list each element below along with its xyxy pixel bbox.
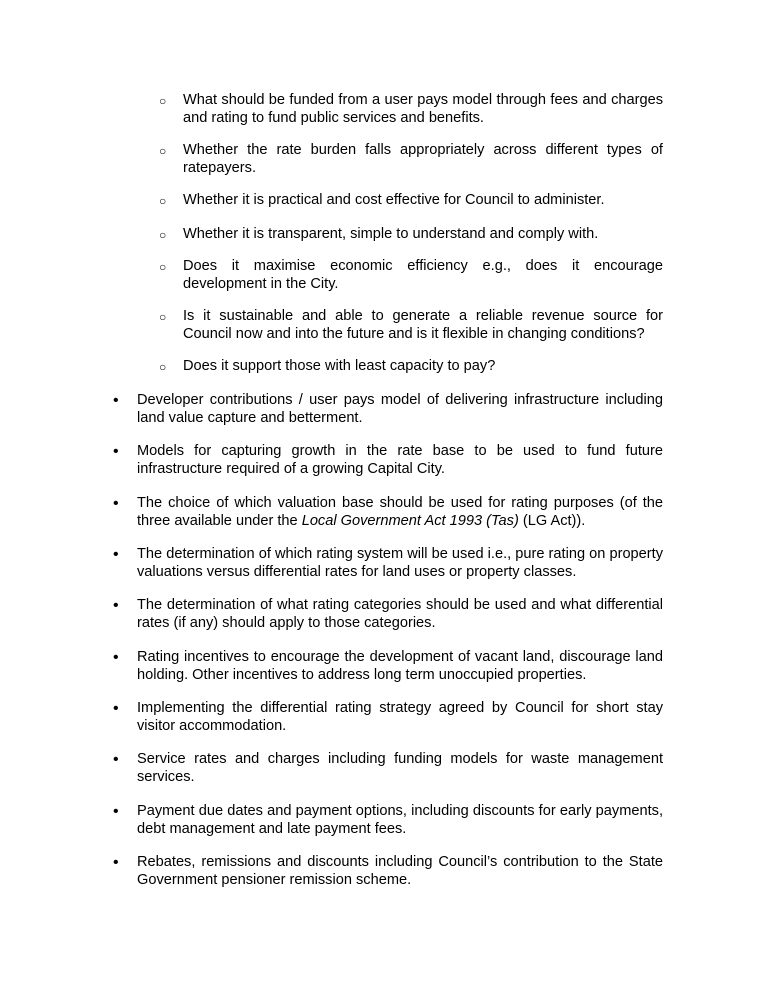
main-list-item bbox=[113, 443, 663, 478]
main-list-item bbox=[113, 597, 663, 632]
main-item-text-after: (LG Act)). bbox=[518, 512, 586, 529]
hollow-circle-bullet-icon: ○ bbox=[159, 144, 167, 158]
main-list-item bbox=[113, 751, 663, 786]
sub-list-item bbox=[159, 258, 663, 293]
main-item-text: Rating incentives to encourage the development of vacant land, discourage land holding. Other incentives to address long term unoccupied properties. bbox=[137, 649, 663, 683]
bullet-icon: • bbox=[113, 546, 119, 563]
bullet-icon: • bbox=[113, 649, 119, 666]
main-list-item bbox=[113, 495, 663, 530]
sub-item-text: Whether it is practical and cost effective for Council to administer. bbox=[183, 192, 605, 208]
sub-list-item bbox=[159, 308, 663, 343]
main-item-text: Models for capturing growth in the rate base to be used to fund future infrastructure required of a growing Capital City. bbox=[137, 443, 663, 477]
sub-item-text: Whether the rate burden falls appropriately across different types of ratepayers. bbox=[183, 142, 663, 176]
main-item-text bbox=[137, 495, 663, 530]
hollow-circle-bullet-icon: ○ bbox=[159, 228, 167, 242]
main-item-text: Developer contributions / user pays model of delivering infrastructure including land value capture and betterment. bbox=[137, 392, 663, 426]
act-title-italic: Local Government Act 1993 (Tas) bbox=[301, 512, 519, 529]
sub-item-text: Does it support those with least capacity to pay? bbox=[183, 358, 496, 374]
bullet-icon: • bbox=[113, 443, 119, 460]
hollow-circle-bullet-icon: ○ bbox=[159, 310, 167, 324]
main-list-item bbox=[113, 392, 663, 427]
sub-list-item bbox=[159, 92, 663, 127]
sub-list-item bbox=[159, 192, 663, 210]
sub-item-text: Whether it is transparent, simple to understand and comply with. bbox=[183, 226, 599, 242]
bullet-icon: • bbox=[113, 803, 119, 820]
hollow-circle-bullet-icon: ○ bbox=[159, 94, 167, 108]
bullet-icon: • bbox=[113, 751, 119, 768]
hollow-circle-bullet-icon: ○ bbox=[159, 194, 167, 208]
main-list-item bbox=[113, 854, 663, 889]
main-list-item bbox=[113, 546, 663, 581]
sub-item-text: Does it maximise economic efficiency e.g., does it encourage development in the City. bbox=[183, 258, 663, 292]
hollow-circle-bullet-icon: ○ bbox=[159, 360, 167, 374]
sub-item-text: What should be funded from a user pays model through fees and charges and rating to fund public services and benefits. bbox=[183, 92, 663, 126]
main-item-text: Implementing the differential rating strategy agreed by Council for short stay visitor accommodation. bbox=[137, 700, 663, 734]
bullet-icon: • bbox=[113, 597, 119, 614]
main-item-text: Rebates, remissions and discounts including Council’s contribution to the State Government pensioner remission scheme. bbox=[137, 854, 663, 888]
main-item-text-before: The choice of which valuation base should be used for rating purposes (of the three available under the bbox=[137, 495, 663, 529]
sub-list-item bbox=[159, 142, 663, 177]
main-item-text: The determination of what rating categories should be used and what differential rates (if any) should apply to those categories. bbox=[137, 597, 663, 631]
bullet-icon: • bbox=[113, 700, 119, 717]
hollow-circle-bullet-icon: ○ bbox=[159, 260, 167, 274]
main-list-item bbox=[113, 803, 663, 838]
sub-list-item bbox=[159, 226, 663, 244]
sub-list-item bbox=[159, 358, 663, 376]
main-item-text: Service rates and charges including funding models for waste management services. bbox=[137, 751, 663, 785]
sub-item-text: Is it sustainable and able to generate a reliable revenue source for Council now and into the future and is it flexible in changing conditions? bbox=[183, 308, 663, 342]
main-list-item bbox=[113, 649, 663, 684]
main-list-item bbox=[113, 700, 663, 735]
main-item-text: The determination of which rating system will be used i.e., pure rating on property valuations versus differential rates for land uses or property classes. bbox=[137, 546, 663, 580]
bullet-icon: • bbox=[113, 392, 119, 409]
bullet-icon: • bbox=[113, 495, 119, 512]
bullet-icon: • bbox=[113, 854, 119, 871]
main-item-text: Payment due dates and payment options, including discounts for early payments, debt management and late payment fees. bbox=[137, 803, 663, 837]
